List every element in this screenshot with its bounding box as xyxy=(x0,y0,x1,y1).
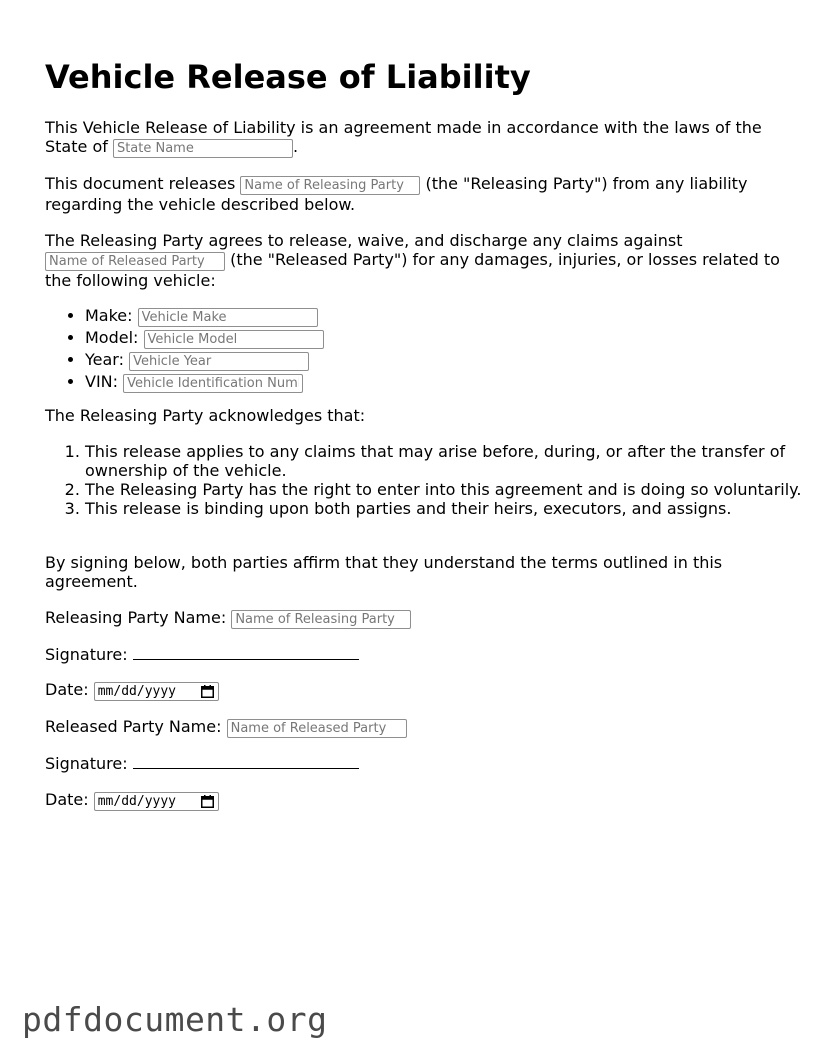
releases-text: This document releases xyxy=(45,174,236,193)
list-item xyxy=(85,349,820,371)
releasing-party-name-input[interactable] xyxy=(231,610,411,629)
list-item xyxy=(85,327,820,349)
calendar-icon[interactable] xyxy=(201,685,214,698)
terms-list xyxy=(45,442,820,518)
calendar-icon[interactable] xyxy=(201,795,214,808)
page-title: Vehicle Release of Liability xyxy=(45,58,531,96)
vehicle-make-input[interactable] xyxy=(138,308,318,327)
vehicle-list xyxy=(45,305,820,393)
releasing-signature-row xyxy=(45,645,780,664)
vehicle-model-input[interactable] xyxy=(144,330,324,349)
released-signature-label: Signature: xyxy=(45,754,128,773)
list-item: 3. This release is binding upon both parties and their heirs, executors, and assigns. xyxy=(85,499,820,518)
released-date-input[interactable] xyxy=(94,792,219,811)
year-label: Year: xyxy=(85,350,124,369)
released-date-label: Date: xyxy=(45,790,89,809)
intro-period: . xyxy=(292,137,299,156)
vehicle-year-input[interactable] xyxy=(129,352,309,371)
intro-paragraph xyxy=(45,118,780,158)
intro-text: This Vehicle Release of Liability is an agreement made in accordance with the laws of the State of xyxy=(45,118,762,156)
date-placeholder: mm/dd/yyyy xyxy=(97,684,177,699)
releasing-date-input[interactable] xyxy=(94,682,219,701)
model-label: Model: xyxy=(85,328,139,347)
released-name-row xyxy=(45,717,780,738)
releasing-name-row xyxy=(45,608,780,629)
watermark: pdfdocument.org xyxy=(22,1000,328,1039)
releasing-date-label: Date: xyxy=(45,680,89,699)
released-signature-row xyxy=(45,754,780,773)
releasing-signature-line[interactable] xyxy=(133,645,359,660)
released-party-input[interactable] xyxy=(45,252,225,271)
released-date-row xyxy=(45,790,780,811)
agrees-text: The Releasing Party agrees to release, waive, and discharge any claims against xyxy=(45,231,683,250)
vin-label: VIN: xyxy=(85,372,119,391)
released-party-name-input[interactable] xyxy=(227,719,407,738)
list-item xyxy=(85,371,820,393)
releasing-date-row xyxy=(45,680,780,701)
vin-input[interactable] xyxy=(123,374,303,393)
releasing-name-label: Releasing Party Name: xyxy=(45,608,227,627)
releases-text-after: (the "Releasing Party") from any liability regarding the vehicle described below. xyxy=(45,174,748,214)
list-item: 2. The Releasing Party has the right to enter into this agreement and is doing so voluntarily. xyxy=(85,480,820,499)
released-name-label: Released Party Name: xyxy=(45,717,222,736)
affirm-text: By signing below, both parties affirm that they understand the terms outlined in this agreement. xyxy=(45,553,723,591)
releasing-signature-label: Signature: xyxy=(45,645,128,664)
acknowledges-text: The Releasing Party acknowledges that: xyxy=(45,406,366,425)
releases-paragraph xyxy=(45,174,780,214)
make-label: Make: xyxy=(85,306,133,325)
agrees-paragraph xyxy=(45,231,780,290)
released-signature-line[interactable] xyxy=(133,754,359,769)
agrees-text-after: (the "Released Party") for any damages, injuries, or losses related to the following vehicle: xyxy=(45,250,780,290)
list-item xyxy=(85,305,820,327)
date-placeholder: mm/dd/yyyy xyxy=(97,794,177,809)
list-item: 1. This release applies to any claims that may arise before, during, or after the transfer of ownership of the vehicle. xyxy=(85,442,820,480)
releasing-party-input[interactable] xyxy=(240,176,420,195)
state-name-input[interactable] xyxy=(113,139,293,158)
